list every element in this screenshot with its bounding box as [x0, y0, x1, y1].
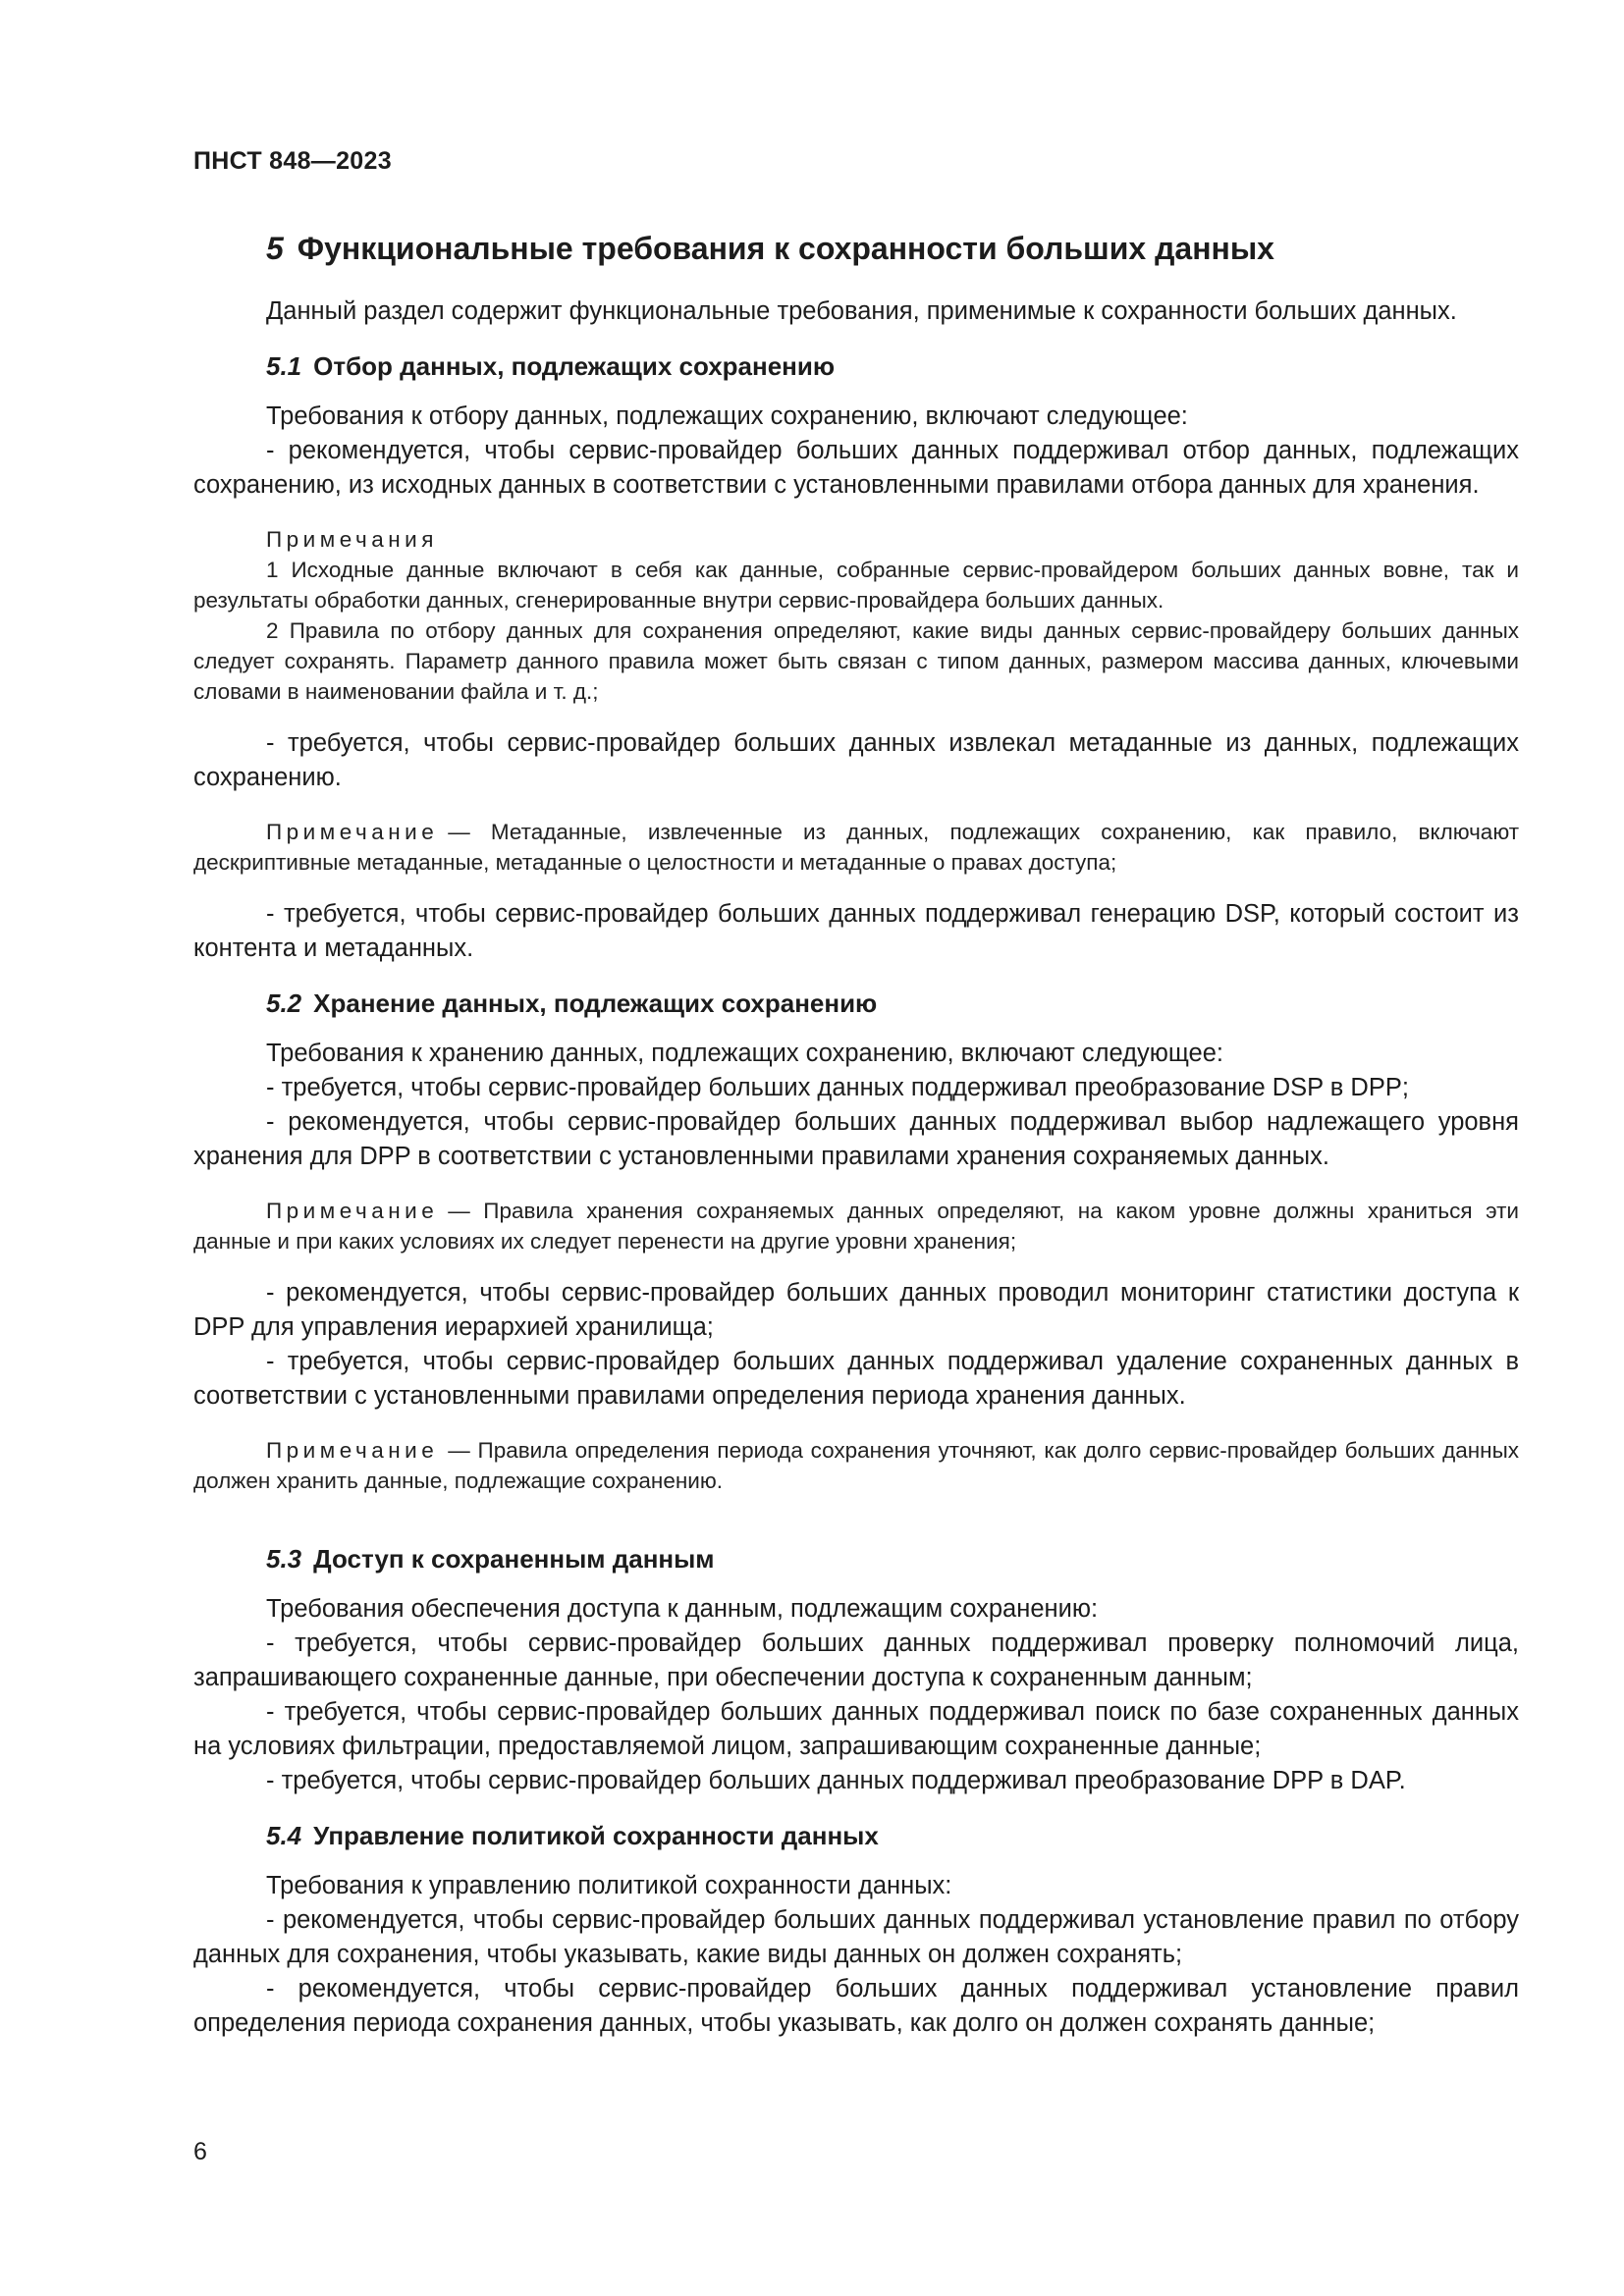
list-item: - требуется, чтобы сервис-провайдер больших данных поддерживал генерацию DSP, который состоит из контента и метаданных. [193, 900, 1519, 962]
note [193, 1435, 1519, 1496]
list-item: - требуется, чтобы сервис-провайдер больших данных поддерживал проверку полномочий лица, запрашивающего сохраненные данные, при обеспечении доступа к сохраненным данным; [193, 1629, 1519, 1691]
page-number: 6 [193, 2138, 207, 2165]
note-text: — Метаданные, извлеченные из данных, подлежащих сохранению, как правило, включают дескриптивные метаданные, метаданные о целостности и метаданные о правах доступа; [193, 820, 1519, 875]
subsection-5-3-heading [266, 1541, 1519, 1576]
subsection-title: Управление политикой сохранности данных [313, 1821, 879, 1850]
document-body [193, 228, 1519, 2041]
list-item: - требуется, чтобы сервис-провайдер больших данных поддерживал поиск по базе сохраненных данных на условиях фильтрации, предоставляемой лицом, запрашивающим сохраненные данные; [193, 1698, 1519, 1760]
note-label: Примечание [266, 1199, 439, 1223]
list-item: - требуется, чтобы сервис-провайдер больших данных извлекал метаданные из данных, подлежащих сохранению. [193, 729, 1519, 791]
subsection-number: 5.3 [266, 1544, 302, 1574]
subsection-number: 5.4 [266, 1821, 302, 1850]
paragraph: Требования обеспечения доступа к данным, подлежащим сохранению: [266, 1595, 1099, 1623]
subsection-5-1-heading [266, 348, 1519, 384]
list-item: - рекомендуется, чтобы сервис-провайдер больших данных проводил мониторинг статистики доступа к DPP для управления иерархией хранилища; [193, 1279, 1519, 1341]
note-label: Примечание [266, 820, 439, 844]
subsection-number: 5.1 [266, 351, 302, 381]
section-5-heading [266, 228, 1519, 269]
list-item: - требуется, чтобы сервис-провайдер больших данных поддерживал преобразование DPP в DAP. [266, 1767, 1406, 1794]
subsection-title: Доступ к сохраненным данным [313, 1544, 715, 1574]
subsection-title: Отбор данных, подлежащих сохранению [313, 351, 836, 381]
note-1: 1 Исходные данные включают в себя как данные, собранные сервис-провайдером больших данных вовне, так и результаты обработки данных, сгенерированные внутри сервис-провайдера больших данных. [193, 558, 1519, 613]
subsection-5-4-heading [266, 1818, 1519, 1853]
note-label: Примечание [266, 1438, 439, 1463]
subsection-5-2-heading [266, 986, 1519, 1021]
list-item: - рекомендуется, чтобы сервис-провайдер больших данных поддерживал установление правил по отбору данных для сохранения, чтобы указывать, какие виды данных он должен сохранять; [193, 1906, 1519, 1968]
paragraph: Требования к хранению данных, подлежащих сохранению, включают следующее: [266, 1040, 1223, 1067]
list-item: - рекомендуется, чтобы сервис-провайдер больших данных поддерживал отбор данных, подлежащих сохранению, из исходных данных в соответствии с установленными правилами отбора данных для хранения. [193, 437, 1519, 499]
note-text: — Правила хранения сохраняемых данных определяют, на каком уровне должны храниться эти данные и при каких условиях их следует перенести на другие уровни хранения; [193, 1199, 1519, 1254]
note [193, 817, 1519, 878]
subsection-number: 5.2 [266, 988, 302, 1018]
list-item: - требуется, чтобы сервис-провайдер больших данных поддерживал преобразование DSP в DPP; [266, 1074, 1409, 1101]
list-item: - рекомендуется, чтобы сервис-провайдер больших данных поддерживал выбор надлежащего уровня хранения для DPP в соответствии с установленными правилами хранения сохраняемых данных. [193, 1108, 1519, 1170]
section-title: Функциональные требования к сохранности больших данных [297, 231, 1274, 266]
paragraph: Требования к отбору данных, подлежащих сохранению, включают следующее: [266, 402, 1188, 430]
notes-label: Примечания [266, 527, 438, 552]
section-5-intro: Данный раздел содержит функциональные требования, применимые к сохранности больших данных. [266, 297, 1457, 325]
note-text: — Правила определения периода сохранения уточняют, как долго сервис-провайдер больших данных должен хранить данные, подлежащие сохранению. [193, 1438, 1519, 1493]
paragraph: Требования к управлению политикой сохранности данных: [266, 1872, 952, 1899]
note-2: 2 Правила по отбору данных для сохранения определяют, какие виды данных сервис-провайдеру больших данных следует сохранять. Параметр данного правила может быть связан с типом данных, размером массива данных, ключевыми словами в наименовании файла и т. д.; [193, 618, 1519, 704]
section-number: 5 [266, 231, 284, 266]
document-header: ПНСТ 848—2023 [193, 147, 392, 175]
subsection-title: Хранение данных, подлежащих сохранению [313, 988, 878, 1018]
list-item: - требуется, чтобы сервис-провайдер больших данных поддерживал удаление сохраненных данных в соответствии с установленными правилами определения периода хранения данных. [193, 1348, 1519, 1410]
notes-block [193, 524, 1519, 707]
list-item: - рекомендуется, чтобы сервис-провайдер больших данных поддерживал установление правил определения периода сохранения данных, чтобы указывать, как долго он должен сохранять данные; [193, 1975, 1519, 2037]
note [193, 1196, 1519, 1256]
